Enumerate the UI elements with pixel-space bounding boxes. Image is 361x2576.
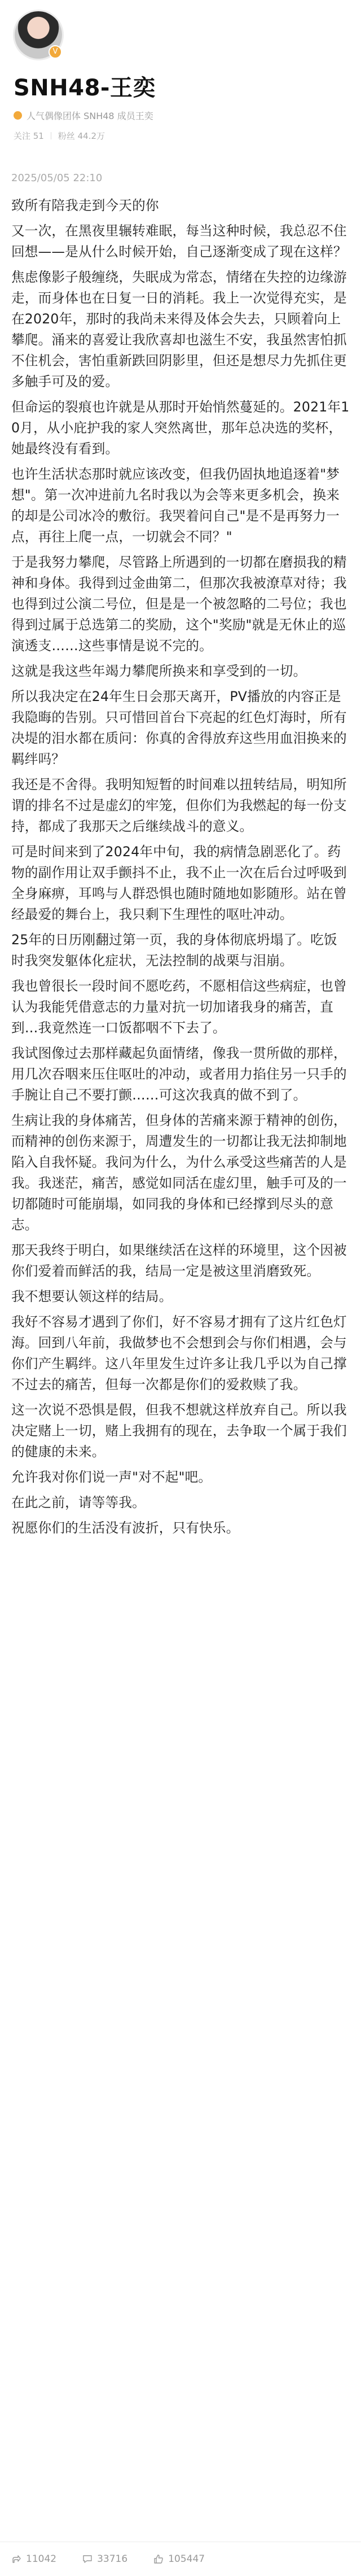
- post-paragraph: 我好不容易才遇到了你们，好不容易才拥有了这片红色灯海。回到八年前，我做梦也不会想到会与你们相遇，会与你们产生羁绊。这八年里发生过许多让我几乎以为自己撑不过去的痛苦，但每一次都是你们的爱救赎了我。: [11, 1314, 347, 1392]
- profile-stats: [14, 130, 350, 142]
- profile-header: [0, 0, 361, 142]
- post-paragraph: 我还是不舍得。我明知短暂的时间难以扭转结局，明知所谓的排名不过是虚幻的牢笼，但你们为我燃起的每一份支持，都成了我那天之后继续战斗的意义。: [11, 777, 347, 834]
- post-content: [11, 195, 350, 1539]
- post-paragraph: 我试图像过去那样藏起负面情绪，像我一贯所做的那样，用几次吞咽来压住呕吐的冲动，或者用力掐住另一只手的手腕让自己不要打颤……可这次我真的做不到了。: [11, 1045, 347, 1103]
- verified-badge-icon: [14, 111, 22, 120]
- post-paragraph: 于是我努力攀爬，尽管路上所遇到的一切都在磨损我的精神和身体。我得到过金曲第二，但那次我被潦草对待；我也得到过公演二号位，但是是一个被忽略的二号位；我也得到过属于总选第二的奖励，这个"奖励"就是无休止的巡演透支……这些事情是说不完的。: [11, 554, 347, 654]
- post-paragraph: 这就是我这些年竭力攀爬所换来和享受到的一切。: [11, 663, 307, 679]
- share-count: 11042: [26, 2553, 57, 2565]
- like-icon: [153, 2554, 164, 2564]
- profile-name[interactable]: SNH48-王奕: [14, 75, 156, 101]
- comment-icon: [82, 2554, 93, 2564]
- verification-text: 人气偶像团体 SNH48 成员王奕: [27, 111, 153, 121]
- share-icon: [11, 2554, 21, 2564]
- post-paragraph: 在此之前，请等等我。: [11, 1495, 146, 1510]
- vip-badge-icon: V: [49, 45, 62, 59]
- share-button[interactable]: [11, 2553, 56, 2565]
- post-paragraph: 焦虑像影子般缠绕，失眠成为常态，情绪在失控的边缘游走，而身体也在日复一日的消耗。我上一次觉得充实，是在2020年，那时的我尚未来得及体会失去，只顾着向上攀爬。涌来的喜爱让我欣喜却也滋生不安，我虽然害怕抓不住机会，害怕重新跌回阴影里，但还是想尽力先抓住更多触手可及的爱。: [11, 269, 347, 389]
- post-paragraph: 我也曾很长一段时间不愿吃药，不愿相信这些病症，也曾认为我能凭借意志的力量对抗一切加诸我身的痛苦，直到…我竟然连一口饭都咽不下去了。: [11, 978, 347, 1036]
- verification-line: [14, 109, 350, 122]
- post-paragraph: 致所有陪我走到今天的你: [11, 198, 159, 213]
- post-paragraph: 可是时间来到了2024年中旬，我的病情急剧恶化了。药物的副作用让双手颤抖不止，我不止一次在后台过呼吸到全身麻痹，耳鸣与人群恐惧也随时随地如影随形。站在曾经最爱的舞台上，我只剩下生理性的呕吐冲动。: [11, 844, 347, 922]
- post-paragraph: 但命运的裂痕也许就是从那时开始悄然蔓延的。2021年10月，从小庇护我的家人突然离世，那年总决选的奖杯，她最终没有看到。: [11, 399, 350, 457]
- post-paragraph: 那天我终于明白，如果继续活在这样的环境里，这个因被你们爱着而鲜活的我，结局一定是被这里消磨致死。: [11, 1242, 347, 1279]
- post-paragraph: 允许我对你们说一声"对不起"吧。: [11, 1469, 212, 1485]
- like-count: 105447: [168, 2553, 205, 2565]
- post-paragraph: 我不想要认领这样的结局。: [11, 1289, 173, 1304]
- comment-count: 33716: [97, 2553, 128, 2565]
- post-action-bar: [0, 2542, 361, 2576]
- post-timestamp: 2025/05/05 22:10: [11, 172, 103, 184]
- followers-count[interactable]: 粉丝 44.2万: [58, 131, 105, 141]
- following-count[interactable]: 关注 51: [14, 131, 44, 141]
- comment-button[interactable]: [82, 2553, 127, 2565]
- like-button[interactable]: [153, 2553, 205, 2565]
- post-paragraph: 生病让我的身体痛苦，但身体的苦痛来源于精神的创伤，而精神的创伤来源于，周遭发生的一切都让我无法抑制地陷入自我怀疑。我问为什么，为什么承受这些痛苦的人是我。我迷茫，痛苦，感觉如同活在虚幻里，触手可及的一切都随时可能崩塌，如同我的身体和已经撑到尽头的意志。: [11, 1112, 347, 1233]
- avatar[interactable]: [15, 11, 62, 59]
- post-paragraph: 也许生活状态那时就应该改变，但我仍固执地追逐着"梦想"。第一次冲进前九名时我以为会等来更多机会，换来的却是公司冰冷的敷衍。我哭着问自己"是不是再努力一点，再往上爬一点，一切就会不同？": [11, 466, 340, 545]
- post-paragraph: 祝愿你们的生活没有波折，只有快乐。: [11, 1520, 240, 1536]
- post-paragraph: 这一次说不恐惧是假，但我不想就这样放弃自己。所以我决定赌上一切，赌上我拥有的现在，去争取一个属于我们的健康的未来。: [11, 1402, 347, 1460]
- post-paragraph: 又一次，在黑夜里辗转难眠，每当这种时候，我总忍不住回想——是从什么时候开始，自己逐渐变成了现在这样？: [11, 223, 347, 260]
- post-paragraph: 25年的日历刚翻过第一页，我的身体彻底坍塌了。吃饭时我突发躯体化症状，无法控制的战栗与泪崩。: [11, 932, 337, 969]
- post-paragraph: 所以我决定在24年生日会那天离开，PV播放的内容正是我隐晦的告别。只可惜回首台下亮起的红色灯海时，所有决堤的泪水都在质问：你真的舍得放弃这些用血泪换来的羁绊吗？: [11, 689, 347, 767]
